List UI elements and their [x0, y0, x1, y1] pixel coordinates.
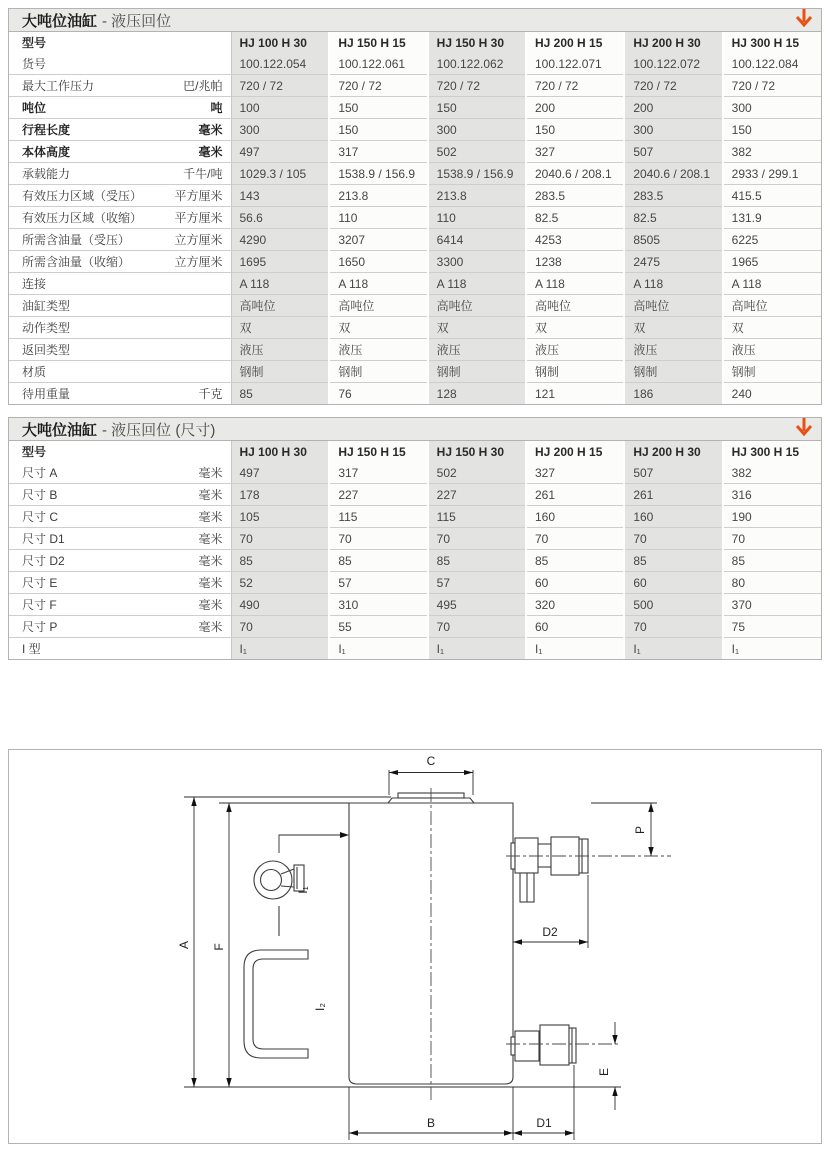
row-label: 连接: [22, 277, 47, 291]
cell-value: 2040.6 / 208.1: [624, 163, 722, 185]
cell-value: 3207: [329, 229, 427, 251]
cell-value: 60: [526, 616, 624, 638]
model-header: HJ 150 H 15: [329, 441, 427, 462]
model-header: HJ 200 H 15: [526, 441, 624, 462]
row-label-cell: [9, 273, 231, 295]
cell-value: I₁: [329, 638, 427, 660]
cell-value: 80: [723, 572, 821, 594]
row-label: 尺寸 E: [22, 576, 58, 590]
cell-value: 82.5: [624, 207, 722, 229]
table-row: [9, 207, 821, 229]
download-arrow-icon[interactable]: [793, 417, 815, 442]
cell-value: I₁: [231, 638, 329, 660]
model-header-row: [9, 32, 821, 53]
cell-value: 57: [428, 572, 526, 594]
cell-value: 1538.9 / 156.9: [428, 163, 526, 185]
model-header: HJ 150 H 30: [428, 32, 526, 53]
cell-value: 钢制: [329, 361, 427, 383]
row-label: 材质: [22, 365, 47, 379]
table-row: [9, 528, 821, 550]
cell-value: 3300: [428, 251, 526, 273]
model-header: HJ 150 H 30: [428, 441, 526, 462]
table-row: [9, 141, 821, 163]
cell-value: 143: [231, 185, 329, 207]
row-unit: 平方厘米: [174, 189, 223, 203]
table-row: [9, 361, 821, 383]
cell-value: 高吨位: [428, 295, 526, 317]
cell-value: 钢制: [624, 361, 722, 383]
table-row: [9, 572, 821, 594]
download-arrow-icon[interactable]: [793, 8, 815, 33]
cell-value: 85: [526, 550, 624, 572]
cell-value: 110: [428, 207, 526, 229]
cell-value: 327: [526, 141, 624, 163]
model-header: HJ 200 H 30: [624, 32, 722, 53]
dim-label-B: B: [426, 1116, 436, 1130]
cell-value: 70: [428, 528, 526, 550]
row-unit: 毫米: [198, 123, 223, 137]
cell-value: 85: [231, 383, 329, 405]
cell-value: 370: [723, 594, 821, 616]
row-label-cell: [9, 339, 231, 361]
cell-value: 283.5: [526, 185, 624, 207]
cell-value: 150: [723, 119, 821, 141]
row-label-cell: [9, 572, 231, 594]
row-label: 尺寸 P: [22, 620, 58, 634]
table-row: [9, 317, 821, 339]
cylinder-diagram-svg: [9, 750, 821, 1143]
row-unit: 立方厘米: [174, 233, 223, 247]
cell-value: 57: [329, 572, 427, 594]
cell-value: 双: [329, 317, 427, 339]
section-title: 大吨位油缸: [22, 12, 98, 30]
row-label-cell: [9, 594, 231, 616]
cell-value: 186: [624, 383, 722, 405]
cell-value: 317: [329, 141, 427, 163]
cell-value: 双: [231, 317, 329, 339]
cell-value: 100.122.061: [329, 53, 427, 75]
row-label: 货号: [22, 57, 47, 71]
cylinder-dimension-drawing: [8, 749, 822, 1144]
cell-value: 高吨位: [723, 295, 821, 317]
row-label: 油缸类型: [22, 299, 71, 313]
dim-label-E: E: [597, 1067, 611, 1077]
cell-value: 105: [231, 506, 329, 528]
row-label-cell: [9, 207, 231, 229]
dimensions-table: [9, 441, 821, 659]
cell-value: 100.122.054: [231, 53, 329, 75]
cell-value: 720 / 72: [723, 75, 821, 97]
table-row: [9, 295, 821, 317]
row-label-cell: [9, 141, 231, 163]
cell-value: 1029.3 / 105: [231, 163, 329, 185]
cell-value: 1538.9 / 156.9: [329, 163, 427, 185]
cell-value: 1650: [329, 251, 427, 273]
row-label: 尺寸 C: [22, 510, 59, 524]
cell-value: A 118: [428, 273, 526, 295]
model-header: HJ 150 H 15: [329, 32, 427, 53]
cell-value: 310: [329, 594, 427, 616]
cell-value: 60: [526, 572, 624, 594]
cell-value: 钢制: [526, 361, 624, 383]
section-subtitle: - 液压回位: [102, 12, 172, 30]
dim-label-C: C: [426, 754, 436, 768]
row-label: I 型: [22, 642, 41, 656]
table-row: [9, 163, 821, 185]
model-header: HJ 200 H 15: [526, 32, 624, 53]
cell-value: 160: [526, 506, 624, 528]
cell-value: 钢制: [723, 361, 821, 383]
row-label: 有效压力区域（受压）: [22, 189, 143, 203]
cell-value: 507: [624, 462, 722, 484]
row-unit: 毫米: [198, 488, 223, 502]
row-label: 尺寸 D1: [22, 532, 65, 546]
cell-value: 213.8: [428, 185, 526, 207]
cell-value: 100.122.072: [624, 53, 722, 75]
cell-value: 液压: [428, 339, 526, 361]
cell-value: 85: [329, 550, 427, 572]
row-label: 待用重量: [22, 387, 71, 401]
cell-value: 双: [624, 317, 722, 339]
cell-value: 720 / 72: [428, 75, 526, 97]
row-label-cell: [9, 528, 231, 550]
cell-value: 钢制: [231, 361, 329, 383]
cell-value: A 118: [231, 273, 329, 295]
row-unit: 巴/兆帕: [183, 79, 223, 93]
cell-value: 497: [231, 462, 329, 484]
cell-value: 76: [329, 383, 427, 405]
section-subtitle: - 液压回位 (尺寸): [102, 421, 216, 439]
dim-label-I1: I₁: [296, 886, 310, 894]
cell-value: 56.6: [231, 207, 329, 229]
cell-value: 502: [428, 141, 526, 163]
spec-table: [9, 32, 821, 404]
cell-value: 227: [329, 484, 427, 506]
cell-value: 70: [526, 528, 624, 550]
cell-value: 2475: [624, 251, 722, 273]
row-label: 吨位: [22, 101, 47, 115]
cell-value: 100: [231, 97, 329, 119]
cell-value: 70: [723, 528, 821, 550]
row-label-cell: [9, 506, 231, 528]
cell-value: 327: [526, 462, 624, 484]
section-title: 大吨位油缸: [22, 421, 98, 439]
dim-label-D2: D2: [542, 925, 558, 939]
table-row: [9, 594, 821, 616]
row-unit: 毫米: [198, 576, 223, 590]
cell-value: 液压: [624, 339, 722, 361]
table-row: [9, 339, 821, 361]
cell-value: 2040.6 / 208.1: [526, 163, 624, 185]
row-label: 尺寸 A: [22, 466, 58, 480]
row-label-cell: [9, 462, 231, 484]
row-label: 承载能力: [22, 167, 71, 181]
cell-value: 82.5: [526, 207, 624, 229]
table-row: [9, 185, 821, 207]
cell-value: 110: [329, 207, 427, 229]
row-unit: 毫米: [198, 466, 223, 480]
cell-value: 316: [723, 484, 821, 506]
cell-value: 6414: [428, 229, 526, 251]
spec-table-section: [8, 8, 822, 405]
table-row: [9, 251, 821, 273]
cell-value: 720 / 72: [526, 75, 624, 97]
table-row: [9, 550, 821, 572]
row-unit: 毫米: [198, 620, 223, 634]
section-header: [9, 418, 821, 441]
table-row: [9, 506, 821, 528]
row-label: 所需含油量（受压）: [22, 233, 131, 247]
cell-value: 128: [428, 383, 526, 405]
row-label: 动作类型: [22, 321, 71, 335]
row-label: 返回类型: [22, 343, 71, 357]
cell-value: 液压: [231, 339, 329, 361]
cell-value: 60: [624, 572, 722, 594]
row-label: 最大工作压力: [22, 79, 95, 93]
cell-value: 8505: [624, 229, 722, 251]
section-header: [9, 9, 821, 32]
row-label-cell: [9, 616, 231, 638]
cell-value: 131.9: [723, 207, 821, 229]
row-label: 本体高度: [22, 145, 71, 159]
cell-value: 150: [526, 119, 624, 141]
cell-value: 100.122.084: [723, 53, 821, 75]
cell-value: 高吨位: [329, 295, 427, 317]
model-header: HJ 300 H 15: [723, 441, 821, 462]
row-unit: 毫米: [198, 510, 223, 524]
row-label-cell: [9, 97, 231, 119]
row-label-cell: [9, 484, 231, 506]
row-unit: 千克: [198, 387, 223, 401]
cell-value: 70: [231, 616, 329, 638]
cell-value: 190: [723, 506, 821, 528]
col-header-label: 型号: [9, 32, 231, 53]
row-label-cell: [9, 317, 231, 339]
cell-value: 283.5: [624, 185, 722, 207]
cell-value: 507: [624, 141, 722, 163]
cell-value: 490: [231, 594, 329, 616]
row-unit: 毫米: [198, 532, 223, 546]
row-label-cell: [9, 229, 231, 251]
cell-value: 1965: [723, 251, 821, 273]
row-label: 尺寸 D2: [22, 554, 65, 568]
cell-value: 300: [231, 119, 329, 141]
cell-value: 75: [723, 616, 821, 638]
row-unit: 千牛/吨: [183, 167, 223, 181]
cell-value: 70: [624, 528, 722, 550]
cell-value: A 118: [624, 273, 722, 295]
row-label-cell: [9, 185, 231, 207]
row-label-cell: [9, 53, 231, 75]
row-unit: 吨: [210, 101, 223, 115]
row-label-cell: [9, 383, 231, 405]
cell-value: 高吨位: [526, 295, 624, 317]
cell-value: 213.8: [329, 185, 427, 207]
dim-label-D1: D1: [536, 1116, 552, 1130]
cell-value: 415.5: [723, 185, 821, 207]
cell-value: 85: [624, 550, 722, 572]
model-header: HJ 100 H 30: [231, 441, 329, 462]
cell-value: 85: [231, 550, 329, 572]
row-label: 行程长度: [22, 123, 71, 137]
row-unit: 毫米: [198, 598, 223, 612]
cell-value: 52: [231, 572, 329, 594]
cell-value: A 118: [723, 273, 821, 295]
table-row: [9, 229, 821, 251]
cell-value: 497: [231, 141, 329, 163]
cell-value: 150: [329, 119, 427, 141]
row-unit: 平方厘米: [174, 211, 223, 225]
model-header-row: [9, 441, 821, 462]
dim-label-I2: I₂: [313, 1003, 327, 1011]
cell-value: 720 / 72: [329, 75, 427, 97]
col-header-label: 型号: [9, 441, 231, 462]
model-header: HJ 200 H 30: [624, 441, 722, 462]
cell-value: 300: [624, 119, 722, 141]
cell-value: 1238: [526, 251, 624, 273]
cell-value: 495: [428, 594, 526, 616]
cell-value: 261: [526, 484, 624, 506]
model-header: HJ 100 H 30: [231, 32, 329, 53]
cell-value: 200: [526, 97, 624, 119]
cell-value: 高吨位: [624, 295, 722, 317]
dim-label-F: F: [212, 943, 226, 951]
row-label-cell: [9, 295, 231, 317]
table-row: [9, 616, 821, 638]
cell-value: 70: [428, 616, 526, 638]
cell-value: 178: [231, 484, 329, 506]
cell-value: 240: [723, 383, 821, 405]
table-row: [9, 484, 821, 506]
cell-value: 6225: [723, 229, 821, 251]
cell-value: I₁: [428, 638, 526, 660]
cell-value: 150: [329, 97, 427, 119]
cell-value: 115: [428, 506, 526, 528]
cell-value: 300: [723, 97, 821, 119]
table-row: [9, 119, 821, 141]
cell-value: 720 / 72: [231, 75, 329, 97]
cell-value: 500: [624, 594, 722, 616]
cell-value: 70: [329, 528, 427, 550]
row-unit: 毫米: [198, 145, 223, 159]
row-label-cell: [9, 251, 231, 273]
cell-value: 150: [428, 97, 526, 119]
cell-value: 85: [723, 550, 821, 572]
cell-value: 261: [624, 484, 722, 506]
row-label: 有效压力区域（收缩）: [22, 211, 143, 225]
dim-label-P: P: [633, 825, 647, 835]
row-label-cell: [9, 75, 231, 97]
cell-value: A 118: [526, 273, 624, 295]
cell-value: 4290: [231, 229, 329, 251]
cell-value: 300: [428, 119, 526, 141]
cell-value: 70: [231, 528, 329, 550]
cell-value: 200: [624, 97, 722, 119]
cell-value: 317: [329, 462, 427, 484]
cell-value: I₁: [624, 638, 722, 660]
dimensions-table-section: [8, 417, 822, 660]
cell-value: 4253: [526, 229, 624, 251]
row-label-cell: [9, 550, 231, 572]
table-row: [9, 273, 821, 295]
cell-value: 钢制: [428, 361, 526, 383]
row-unit: 毫米: [198, 554, 223, 568]
cell-value: 液压: [526, 339, 624, 361]
cell-value: 70: [624, 616, 722, 638]
cell-value: 85: [428, 550, 526, 572]
row-label: 所需含油量（收缩）: [22, 255, 131, 269]
row-label-cell: [9, 163, 231, 185]
row-label: 尺寸 B: [22, 488, 58, 502]
cell-value: 2933 / 299.1: [723, 163, 821, 185]
cell-value: 55: [329, 616, 427, 638]
cell-value: 双: [723, 317, 821, 339]
cell-value: A 118: [329, 273, 427, 295]
row-unit: 立方厘米: [174, 255, 223, 269]
cell-value: 121: [526, 383, 624, 405]
cell-value: 502: [428, 462, 526, 484]
table-row: [9, 383, 821, 405]
model-header: HJ 300 H 15: [723, 32, 821, 53]
cell-value: 双: [428, 317, 526, 339]
cell-value: I₁: [526, 638, 624, 660]
row-label-cell: [9, 119, 231, 141]
cell-value: 双: [526, 317, 624, 339]
cell-value: 100.122.071: [526, 53, 624, 75]
table-row: [9, 638, 821, 660]
cell-value: 720 / 72: [624, 75, 722, 97]
cell-value: I₁: [723, 638, 821, 660]
table-row: [9, 53, 821, 75]
cell-value: 115: [329, 506, 427, 528]
table-row: [9, 462, 821, 484]
cell-value: 160: [624, 506, 722, 528]
row-label: 尺寸 F: [22, 598, 57, 612]
row-label-cell: [9, 638, 231, 660]
cell-value: 382: [723, 141, 821, 163]
dim-label-A: A: [177, 940, 191, 950]
cell-value: 液压: [329, 339, 427, 361]
cell-value: 100.122.062: [428, 53, 526, 75]
cell-value: 227: [428, 484, 526, 506]
table-row: [9, 97, 821, 119]
cell-value: 1695: [231, 251, 329, 273]
table-row: [9, 75, 821, 97]
row-label-cell: [9, 361, 231, 383]
cell-value: 高吨位: [231, 295, 329, 317]
cell-value: 382: [723, 462, 821, 484]
cell-value: 液压: [723, 339, 821, 361]
cell-value: 320: [526, 594, 624, 616]
